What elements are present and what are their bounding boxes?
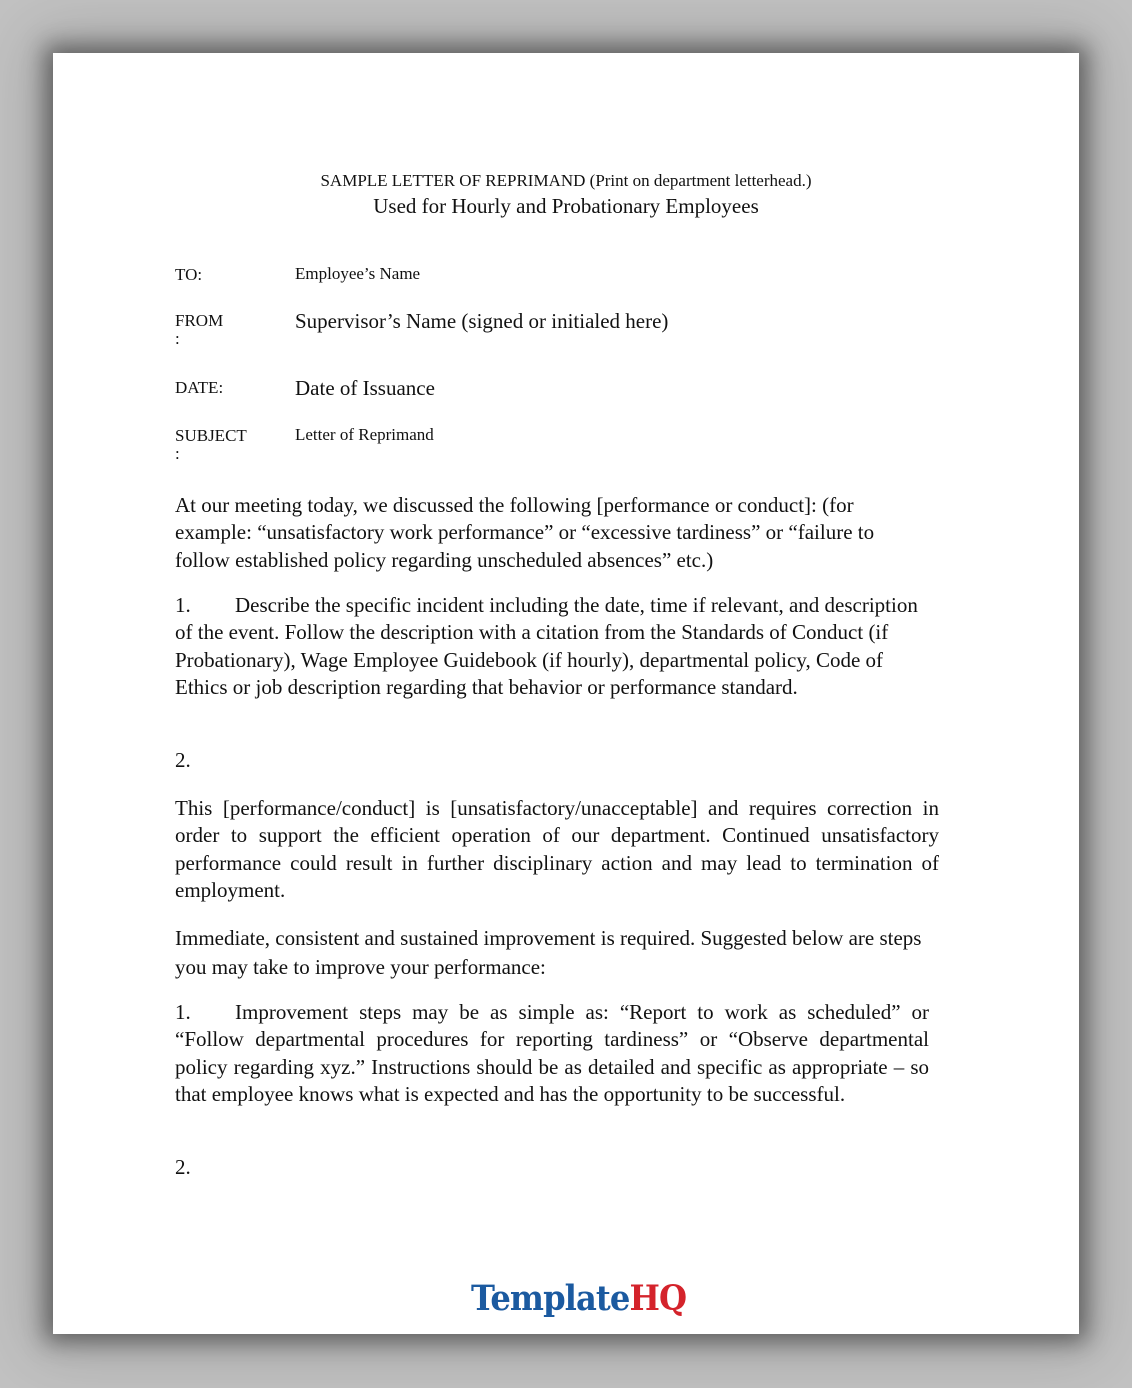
from-value: Supervisor’s Name (signed or initialed here): [295, 309, 669, 333]
improvement-item-2: [175, 1154, 939, 1181]
templatehq-logo: [471, 1278, 686, 1319]
date-label: DATE:: [175, 378, 224, 397]
improvement-intro: Immediate, consistent and sustained improvement is required. Suggested below are steps you may take to improve your performance:: [175, 926, 922, 979]
item-number: 1.: [175, 593, 191, 617]
logo-template-text: Template: [471, 1278, 630, 1319]
letter-subheading: Used for Hourly and Probationary Employees: [373, 194, 759, 218]
item-text: Describe the specific incident including the date, time if relevant, and description of the event. Follow the description with a citation from the Standards of Conduct (if Probationary), Wage Employee Guidebook (if hourly), departmental policy, Code of Ethics or job description regarding that behavior or performance standard.: [175, 593, 918, 699]
incident-item-2: [175, 747, 939, 774]
item-number: 2.: [175, 748, 191, 772]
item-text: Improvement steps may be as simple as: “Report to work as scheduled” or “Follow departmental procedures for reporting tardiness” or “Observe departmental policy regarding xyz.” Instructions should be as detailed and specific as appropriate – so that employee knows what is expected and has the opportunity to be successful.: [175, 1000, 929, 1106]
intro-paragraph: At our meeting today, we discussed the following [performance or conduct]: (for example: “unsatisfactory work performance” or “excessive tardiness” or “failure to follow established policy regarding unscheduled absences” etc.): [175, 493, 875, 572]
subject-value: Letter of Reprimand: [295, 425, 434, 444]
consequence-paragraph: This [performance/conduct] is [unsatisfactory/unacceptable] and requires correction in order to support the efficient operation of our department. Continued unsatisfactory performance could result in further disciplinary action and may lead to termination of employment.: [175, 796, 939, 902]
incident-item-1: [175, 592, 939, 701]
subject-label: SUBJECT :: [175, 426, 247, 463]
item-number: 1.: [175, 1000, 191, 1024]
logo-hq-text: HQ: [629, 1278, 687, 1319]
letter-heading: SAMPLE LETTER OF REPRIMAND (Print on department letterhead.): [320, 171, 812, 190]
item-number: 2.: [175, 1155, 191, 1179]
improvement-item-1: [175, 999, 929, 1108]
to-value: Employee’s Name: [295, 264, 421, 283]
date-value: Date of Issuance: [295, 376, 435, 400]
to-label: TO:: [175, 265, 203, 284]
document-page: [53, 53, 1079, 1334]
from-label: FROM :: [175, 311, 224, 348]
